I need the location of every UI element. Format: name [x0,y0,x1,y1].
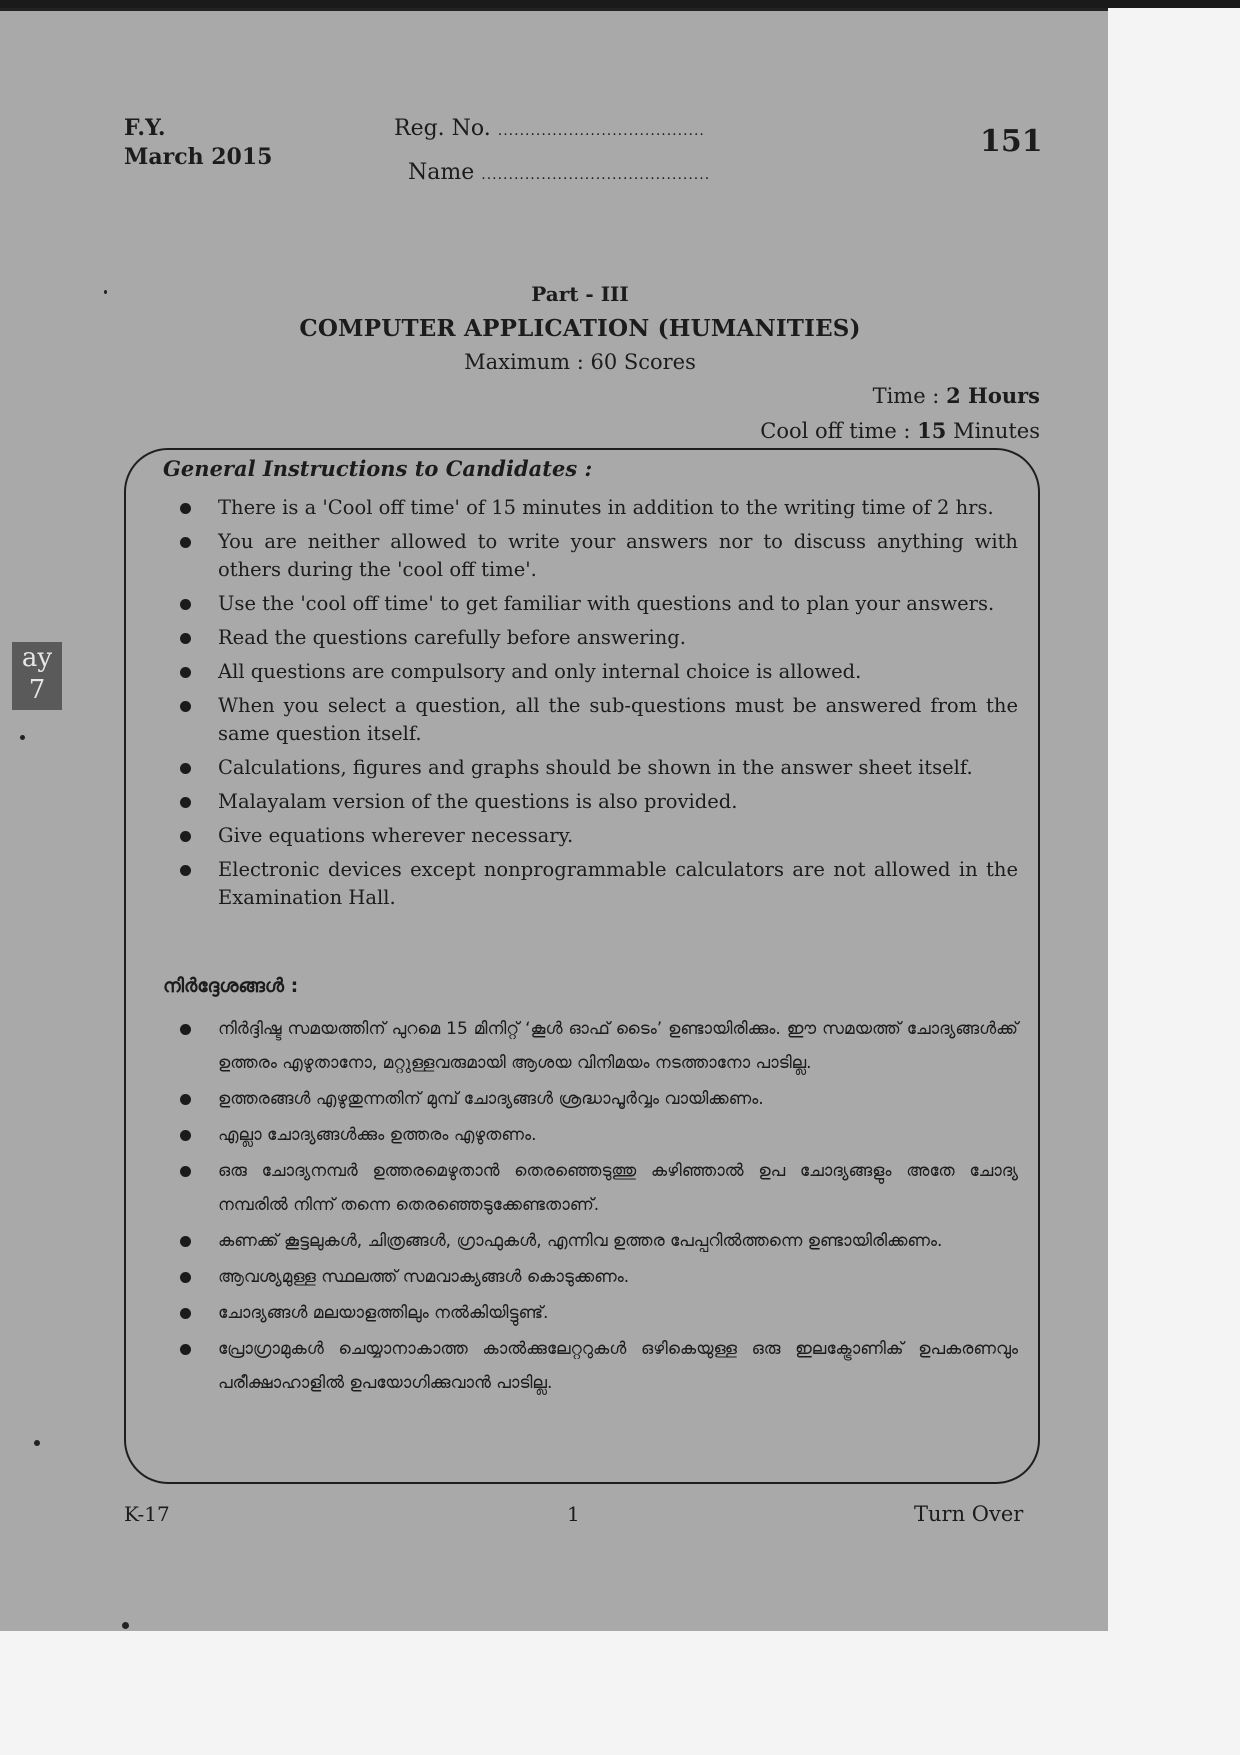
list-item: എല്ലാ ചോദ്യങ്ങൾക്കും ഉത്തരം എഴുതണം. [178,1118,1018,1152]
scan-top-edge [0,0,1240,8]
side-tab-line1: ay [21,643,53,673]
english-instructions-list [178,494,1018,918]
bullet-icon [180,831,191,842]
name-label: Name [408,160,475,185]
scan-speck [20,735,25,740]
list-item: Read the questions carefully before answering. [178,624,1018,652]
name-field [408,160,710,185]
bullet-icon [180,1166,191,1177]
cool-off-time [760,418,1040,443]
cooloff-unit: Minutes [946,419,1040,443]
list-item: There is a 'Cool off time' of 15 minutes in addition to the writing time of 2 hrs. [178,494,1018,522]
list-item: പ്രോഗ്രാമുകൾ ചെയ്യാനാകാത്ത കാൽക്കുലേറ്ററുകൾ ഒഴികെയുള്ള ഒരു ഇലക്ട്രോണിക് ഉപകരണവും പരീക്ഷാഹാളിൽ ഉപയോഗിക്കുവാൻ പാടില്ല. [178,1332,1018,1400]
exam-session: March 2015 [124,144,273,170]
reg-no-label: Reg. No. [394,116,491,141]
bullet-icon [180,1344,191,1355]
fy-label: F.Y. [124,115,166,141]
list-item: കണക്ക് കൂട്ടലുകൾ, ചിത്രങ്ങൾ, ഗ്രാഫുകൾ, എന്നിവ ഉത്തര പേപ്പറിൽത്തന്നെ ഉണ്ടായിരിക്കണം. [178,1224,1018,1258]
bullet-icon [180,667,191,678]
reg-no-dots: ...................................... [497,123,705,139]
list-item: Malayalam version of the questions is also provided. [178,788,1018,816]
list-item: ആവശ്യമുള്ള സ്ഥലത്ത് സമവാക്യങ്ങൾ കൊടുക്കണം. [178,1260,1018,1294]
bullet-icon [180,1308,191,1319]
list-item: ചോദ്യങ്ങൾ മലയാളത്തിലും നൽകിയിട്ടുണ്ട്. [178,1296,1018,1330]
list-item: നിർദ്ദിഷ്ട സമയത്തിന് പുറമെ 15 മിനിറ്റ് ‘കൂൾ ഓഫ് ടൈം’ ഉണ്ടായിരിക്കും. ഈ സമയത്ത് ചോദ്യങ്ങൾക്ക് ഉത്തരം എഴുതാനോ, മറ്റുള്ളവരുമായി ആശയ വിനിമയം നടത്താനോ പാടില്ല. [178,1012,1018,1080]
subject-title: COMPUTER APPLICATION (HUMANITIES) [299,315,861,342]
list-item: ഒരു ചോദ്യനമ്പർ ഉത്തരമെഴുതാൻ തെരഞ്ഞെടുത്തു കഴിഞ്ഞാൽ ഉപ ചോദ്യങ്ങളും അതേ ചോദ്യ നമ്പരിൽ നിന്ന് തന്നെ തെരഞ്ഞെടുക്കേണ്ടതാണ്. [178,1154,1018,1222]
bullet-icon [180,503,191,514]
time-value: 2 Hours [946,383,1040,408]
name-dots: .......................................... [481,167,711,183]
cooloff-label: Cool off time : [760,419,918,443]
maximum-scores: Maximum : 60 Scores [464,350,696,374]
list-item: Electronic devices except nonprogrammable calculators are not allowed in the Examination Hall. [178,856,1018,912]
side-tab-line2: 7 [28,675,46,705]
bullet-icon [180,599,191,610]
malayalam-instructions-list [178,1012,1018,1402]
reg-no-field [394,116,705,141]
part-heading: Part - III [531,282,629,306]
bullet-icon [180,633,191,644]
bullet-icon [180,1130,191,1141]
header-left [124,114,272,172]
bullet-icon [180,701,191,712]
bullet-icon [180,537,191,548]
instructions-title: General Instructions to Candidates : [163,456,593,481]
cooloff-value: 15 [917,418,947,443]
list-item: When you select a question, all the sub-questions must be answered from the same question itself. [178,692,1018,748]
side-tab [12,642,62,710]
list-item: Use the 'cool off time' to get familiar with questions and to plan your answers. [178,590,1018,618]
bullet-icon [180,1272,191,1283]
turn-over-label: Turn Over [914,1502,1024,1526]
paper-code: 151 [980,124,1043,159]
malayalam-instructions-title: നിർദ്ദേശങ്ങൾ : [163,975,299,997]
bullet-icon [180,797,191,808]
list-item: ഉത്തരങ്ങൾ എഴുതുന്നതിന് മുമ്പ് ചോദ്യങ്ങൾ ശ്രദ്ധാപൂർവ്വം വായിക്കണം. [178,1082,1018,1116]
list-item: You are neither allowed to write your answers nor to discuss anything with others during the 'cool off time'. [178,528,1018,584]
list-item: Calculations, figures and graphs should be shown in the answer sheet itself. [178,754,1018,782]
scan-speck [122,1622,129,1629]
bullet-icon [180,1024,191,1035]
bullet-icon [180,865,191,876]
footer-code: K-17 [124,1502,170,1526]
list-item: All questions are compulsory and only internal choice is allowed. [178,658,1018,686]
page-number: 1 [567,1502,580,1526]
scan-speck [34,1440,40,1446]
bullet-icon [180,763,191,774]
time-allowed [873,383,1040,408]
list-item: Give equations wherever necessary. [178,822,1018,850]
scan-speck [104,290,107,294]
time-label: Time : [872,384,947,408]
bullet-icon [180,1094,191,1105]
bullet-icon [180,1236,191,1247]
